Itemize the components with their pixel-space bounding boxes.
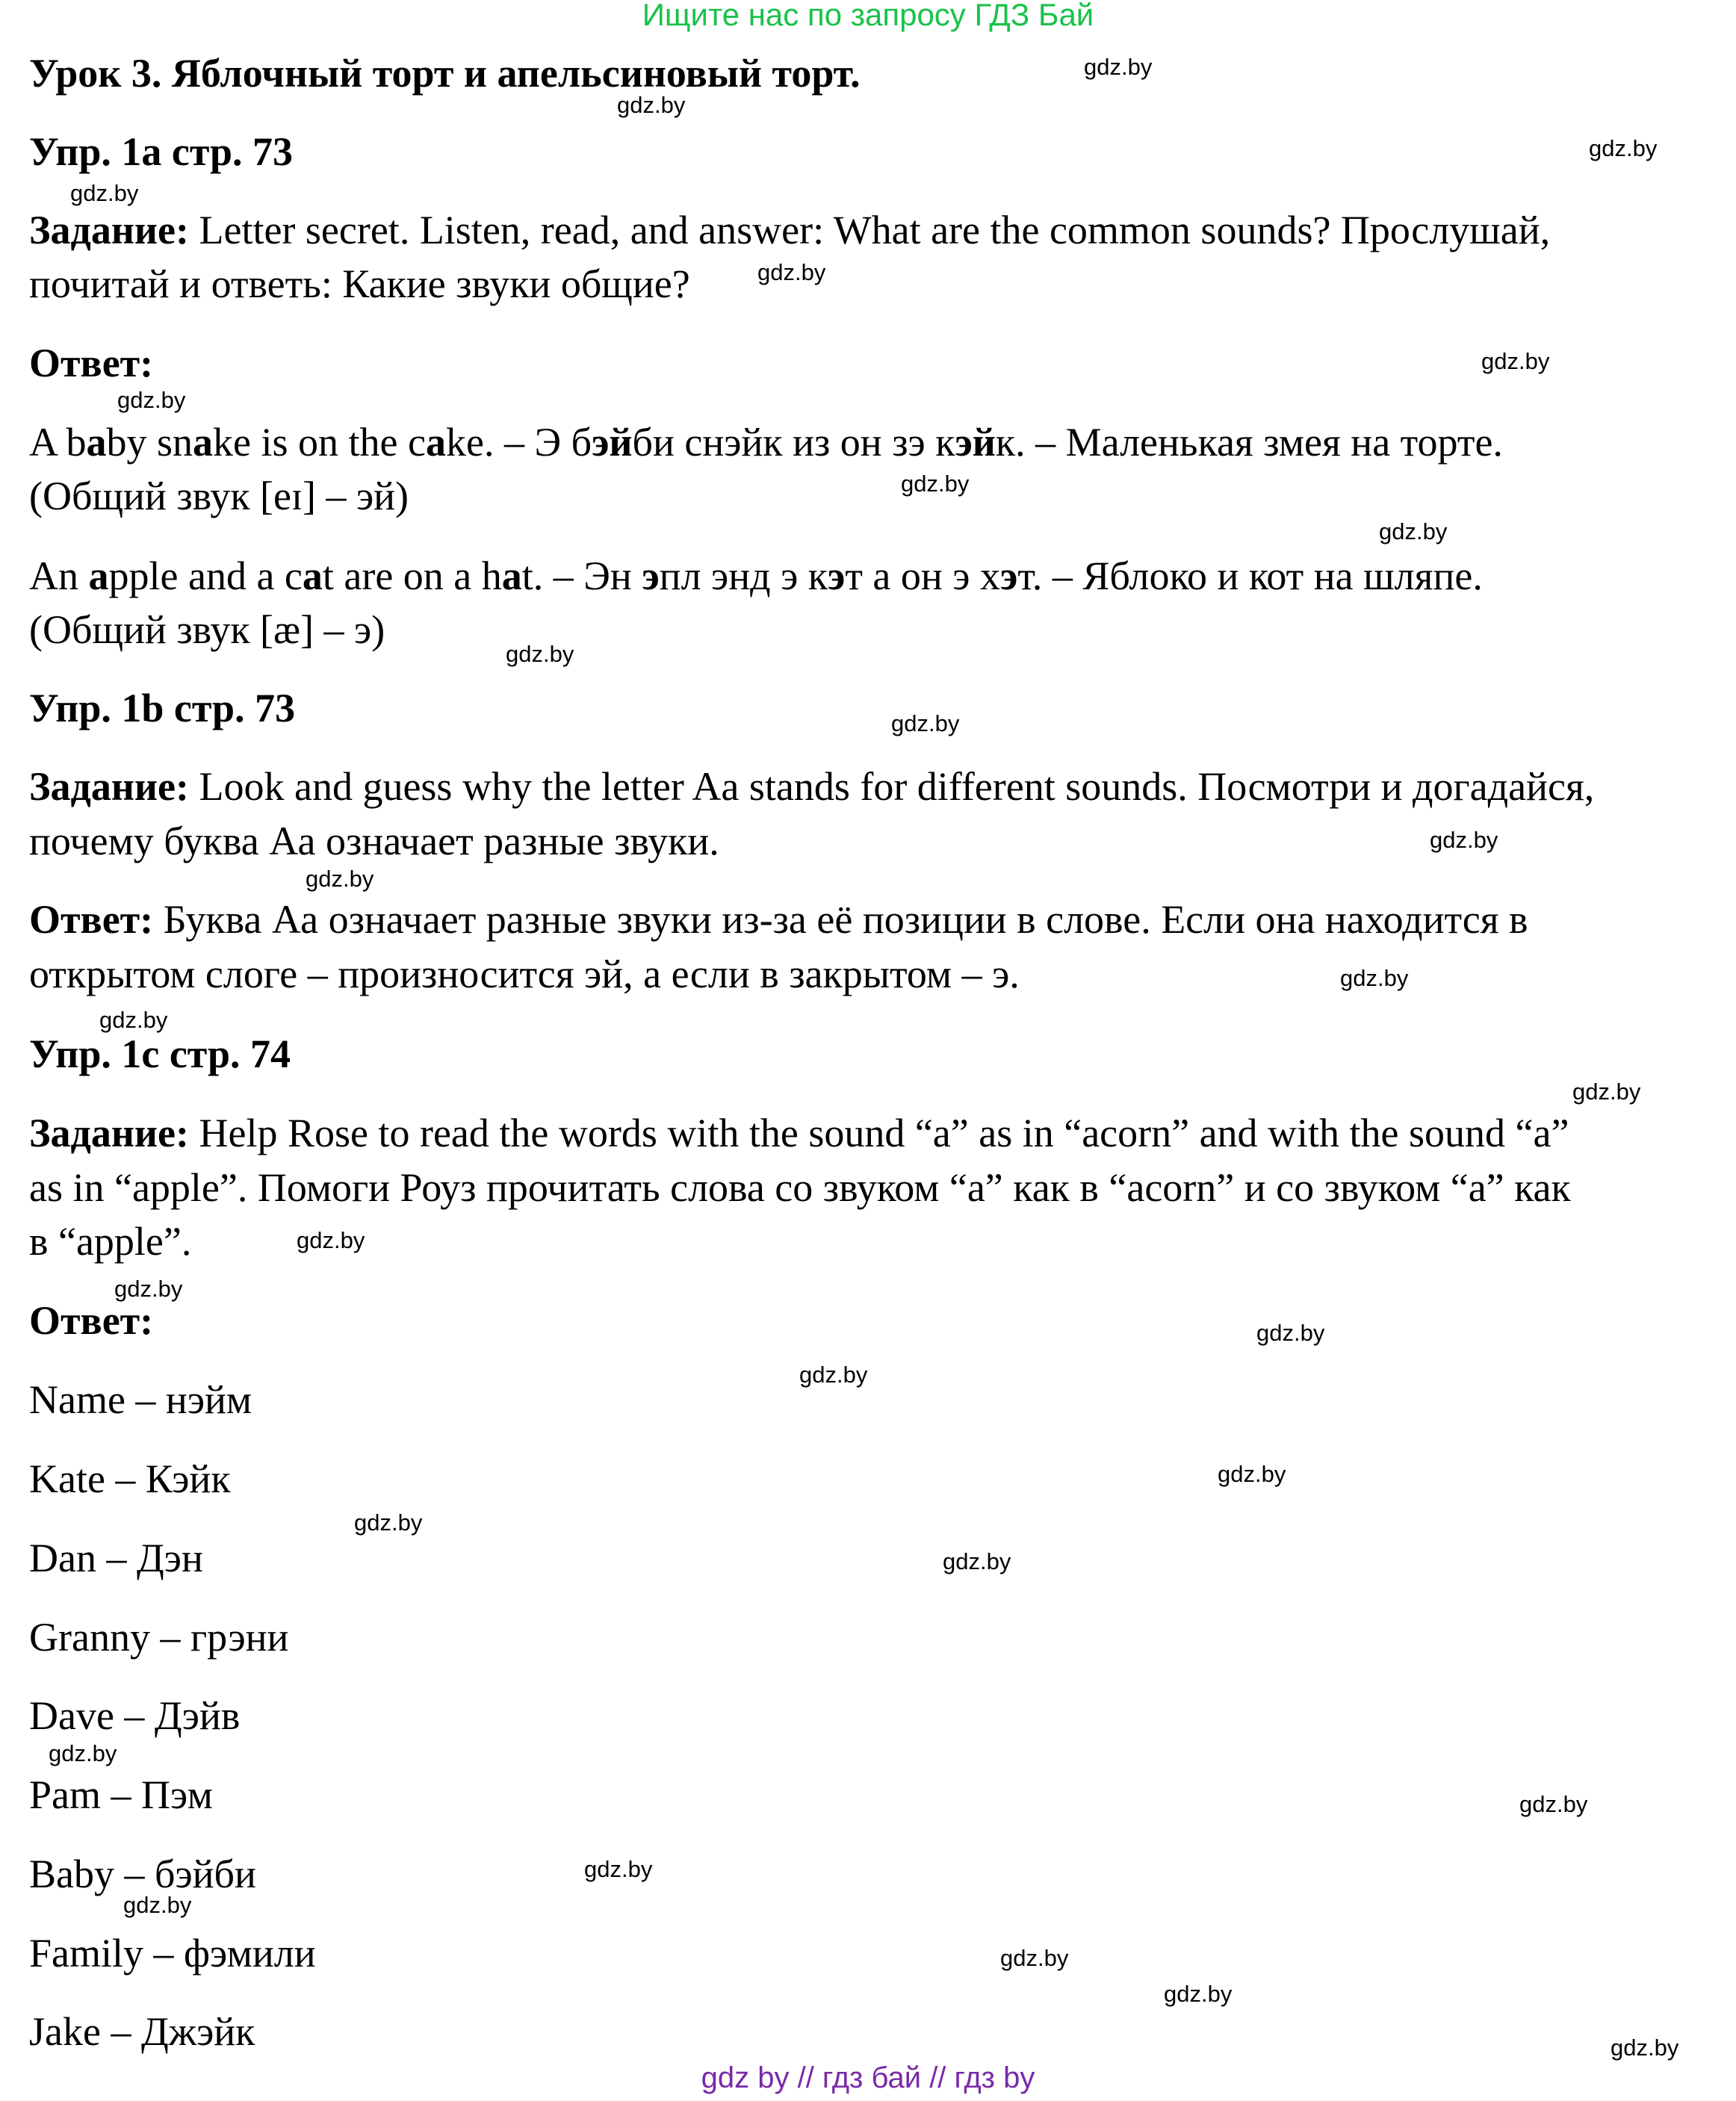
watermark: gdz.by bbox=[617, 92, 686, 118]
watermark: gdz.by bbox=[1611, 2035, 1679, 2061]
answer-label: Ответ: bbox=[29, 897, 154, 942]
word-item: Jake – Джэйк bbox=[29, 2009, 255, 2054]
watermark: gdz.by bbox=[943, 1548, 1011, 1574]
ex1b-heading: Упр. 1b стр. 73 bbox=[29, 686, 296, 730]
watermark: gdz.by bbox=[799, 1362, 868, 1388]
lesson-title: Урок 3. Яблочный торт и апельсиновый торт. bbox=[29, 51, 861, 96]
ex1b-answer-line2: открытом слоге – произносится эй, а если в закрытом – э. bbox=[29, 952, 1020, 996]
word-item: Dave – Дэйв bbox=[29, 1693, 241, 1738]
word-item: Dan – Дэн bbox=[29, 1536, 203, 1580]
watermark: gdz.by bbox=[1481, 348, 1550, 374]
watermark: gdz.by bbox=[49, 1740, 117, 1766]
watermark: gdz.by bbox=[99, 1007, 168, 1033]
watermark: gdz.by bbox=[114, 1276, 183, 1302]
watermark: gdz.by bbox=[306, 866, 374, 892]
watermark: gdz.by bbox=[1164, 1981, 1233, 2007]
word-item: Family – фэмили bbox=[29, 1931, 316, 1976]
ex1b-answer-line1 bbox=[29, 897, 1528, 942]
watermark: gdz.by bbox=[354, 1509, 423, 1536]
ex1a-heading: Упр. 1a стр. 73 bbox=[29, 129, 294, 174]
ex1c-task-line1 bbox=[29, 1111, 1569, 1155]
watermark: gdz.by bbox=[1084, 54, 1153, 80]
watermark: gdz.by bbox=[297, 1227, 365, 1253]
ex1a-sentence1-sound: (Общий звук [eɪ] – эй) bbox=[29, 474, 409, 518]
watermark: gdz.by bbox=[117, 387, 186, 413]
watermark: gdz.by bbox=[123, 1892, 192, 1918]
task-label: Задание: bbox=[29, 764, 189, 809]
task-text: Look and guess why the letter Aa stands for different sounds. Посмотри и догадайся, bbox=[189, 764, 1595, 809]
search-promo-note: Ищите нас по запросу ГДЗ Бай bbox=[642, 0, 1094, 32]
task-text: Letter secret. Listen, read, and answer: What are the common sounds? Прослушай, bbox=[189, 208, 1551, 252]
watermark: gdz.by bbox=[891, 710, 960, 736]
ex1a-sentence2-sound: (Общий звук [æ] – э) bbox=[29, 607, 385, 652]
ex1a-sentence2: An apple and a cat are on a hat. – Эн эпл энд э кэт а он э хэт. – Яблоко и кот на шляпе. bbox=[29, 553, 1483, 598]
watermark: gdz.by bbox=[1000, 1945, 1069, 1971]
watermark: gdz.by bbox=[1430, 827, 1498, 853]
ex1c-task-line3: в “apple”. bbox=[29, 1219, 192, 1264]
watermark: gdz.by bbox=[1379, 518, 1448, 544]
watermark: gdz.by bbox=[1340, 965, 1409, 991]
ex1a-answer-label: Ответ: bbox=[29, 341, 154, 385]
watermark: gdz.by bbox=[901, 471, 970, 497]
word-item: Granny – грэни bbox=[29, 1615, 289, 1660]
ex1c-answer-label: Ответ: bbox=[29, 1298, 154, 1343]
task-label: Задание: bbox=[29, 1111, 189, 1155]
word-item: Baby – бэйби bbox=[29, 1852, 256, 1896]
watermark: gdz.by bbox=[1519, 1791, 1588, 1817]
footer-links: gdz by // гдз бай // гдз by bbox=[701, 2061, 1035, 2094]
task-label: Задание: bbox=[29, 208, 189, 252]
task-text: Help Rose to read the words with the sound “a” as in “acorn” and with the sound “a” bbox=[189, 1111, 1569, 1155]
ex1c-task-line2: as in “apple”. Помоги Роуз прочитать слова со звуком “а” как в “acorn” и со звуком “а” как bbox=[29, 1165, 1571, 1210]
watermark: gdz.by bbox=[1589, 135, 1658, 161]
ex1a-task-line1 bbox=[29, 208, 1550, 252]
answer-text: Буква Аа означает разные звуки из-за её позиции в слове. Если она находится в bbox=[153, 897, 1528, 942]
word-item: Name – нэйм bbox=[29, 1377, 252, 1422]
word-item: Pam – Пэм bbox=[29, 1772, 213, 1817]
watermark: gdz.by bbox=[584, 1856, 653, 1882]
watermark: gdz.by bbox=[1572, 1079, 1641, 1105]
ex1b-task-line1 bbox=[29, 764, 1594, 809]
watermark: gdz.by bbox=[757, 259, 826, 285]
watermark: gdz.by bbox=[1256, 1320, 1325, 1346]
ex1c-heading: Упр. 1c стр. 74 bbox=[29, 1031, 291, 1076]
watermark: gdz.by bbox=[506, 641, 574, 667]
word-item: Kate – Кэйк bbox=[29, 1456, 231, 1501]
ex1b-task-line2: почему буква Аа означает разные звуки. bbox=[29, 819, 719, 863]
watermark: gdz.by bbox=[70, 180, 139, 206]
ex1a-task-line2: почитай и ответь: Какие звуки общие? bbox=[29, 261, 690, 306]
ex1a-sentence1: A baby snake is on the cake. – Э бэйби снэйк из он зэ кэйк. – Маленькая змея на торте. bbox=[29, 420, 1503, 465]
watermark: gdz.by bbox=[1218, 1461, 1286, 1487]
